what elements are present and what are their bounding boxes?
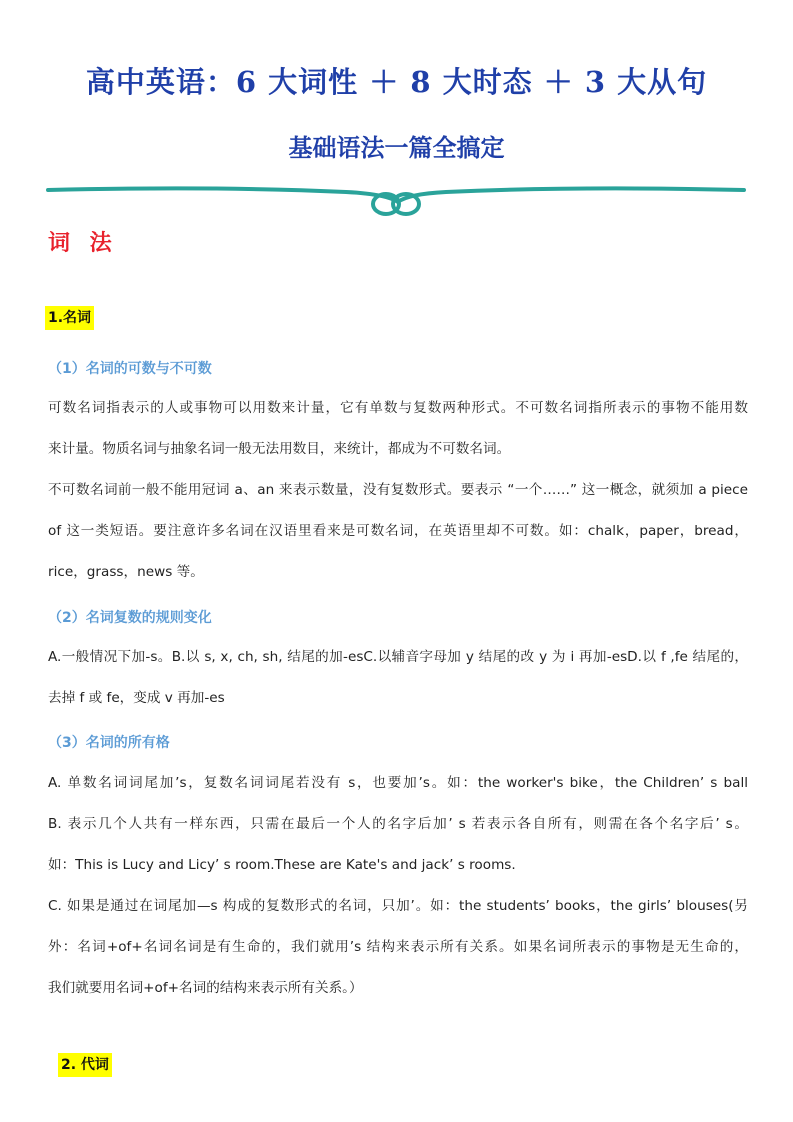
divider-line-left bbox=[48, 188, 398, 202]
divider-line-right bbox=[398, 188, 744, 202]
knot-divider bbox=[46, 176, 746, 224]
pronouns-heading: 2. 代词 bbox=[58, 1053, 112, 1077]
text-line: 外：名词+of+名词名词是有生命的，我们就用’s 结构来表示所有关系。如果名词所表示的事物是无生命的， bbox=[48, 939, 748, 955]
countable-paragraph bbox=[48, 388, 748, 593]
text-line: 我们就要用名词+of+名词的结构来表示所有关系。） bbox=[48, 980, 363, 996]
text-line: B. 表示几个人共有一样东西，只需在最后一个人的名字后加’ s 若表示各自所有，则需在各个名字后’ s。 bbox=[48, 816, 748, 832]
nouns-heading: 1.名词 bbox=[45, 306, 94, 330]
text-line: 去掉 f 或 fe，变成 v 再加-es bbox=[48, 690, 225, 706]
text-line: 如：This is Lucy and Licy’ s room.These are Kate's and jack’ s rooms. bbox=[48, 857, 516, 873]
section-title: 词 法 bbox=[48, 230, 118, 256]
text-line: of 这一类短语。要注意许多名词在汉语里看来是可数名词，在英语里却不可数。如：chalk，paper，bread， bbox=[48, 523, 748, 539]
text-line: 可数名词指表示的人或事物可以用数来计量，它有单数与复数两种形式。不可数名词指所表示的事物不能用数 bbox=[48, 400, 748, 416]
plural-paragraph bbox=[48, 637, 748, 719]
text-line: A. 单数名词词尾加’s，复数名词词尾若没有 s，也要加’s。如：the worker's bike，the Children’ s ball bbox=[48, 775, 748, 791]
text-line: C. 如果是通过在词尾加—s 构成的复数形式的名词，只加’。如：the students’ books，the girls’ blouses(另 bbox=[48, 898, 748, 914]
plural-subheading: （2）名词复数的规则变化 bbox=[48, 610, 212, 626]
text-line: A.一般情况下加-s。B.以 s, x, ch, sh, 结尾的加-esC.以辅音字母加 y 结尾的改 y 为 i 再加-esD.以 f ,fe 结尾的， bbox=[48, 649, 748, 665]
text-line: 来计量。物质名词与抽象名词一般无法用数目，来统计，都成为不可数名词。 bbox=[48, 441, 511, 457]
page-title: 高中英语：6 大词性 ＋ 8 大时态 ＋ 3 大从句 bbox=[85, 65, 708, 99]
text-line: 不可数名词前一般不能用冠词 a、an 来表示数量，没有复数形式。要表示 “一个……” 这一概念，就须加 a piece bbox=[48, 482, 748, 498]
countable-subheading: （1）名词的可数与不可数 bbox=[48, 361, 212, 377]
possessive-subheading: （3）名词的所有格 bbox=[48, 735, 170, 751]
text-line: rice，grass，news 等。 bbox=[48, 564, 204, 580]
possessive-paragraph bbox=[48, 763, 748, 1009]
page-subtitle: 基础语法一篇全搞定 bbox=[288, 133, 505, 162]
